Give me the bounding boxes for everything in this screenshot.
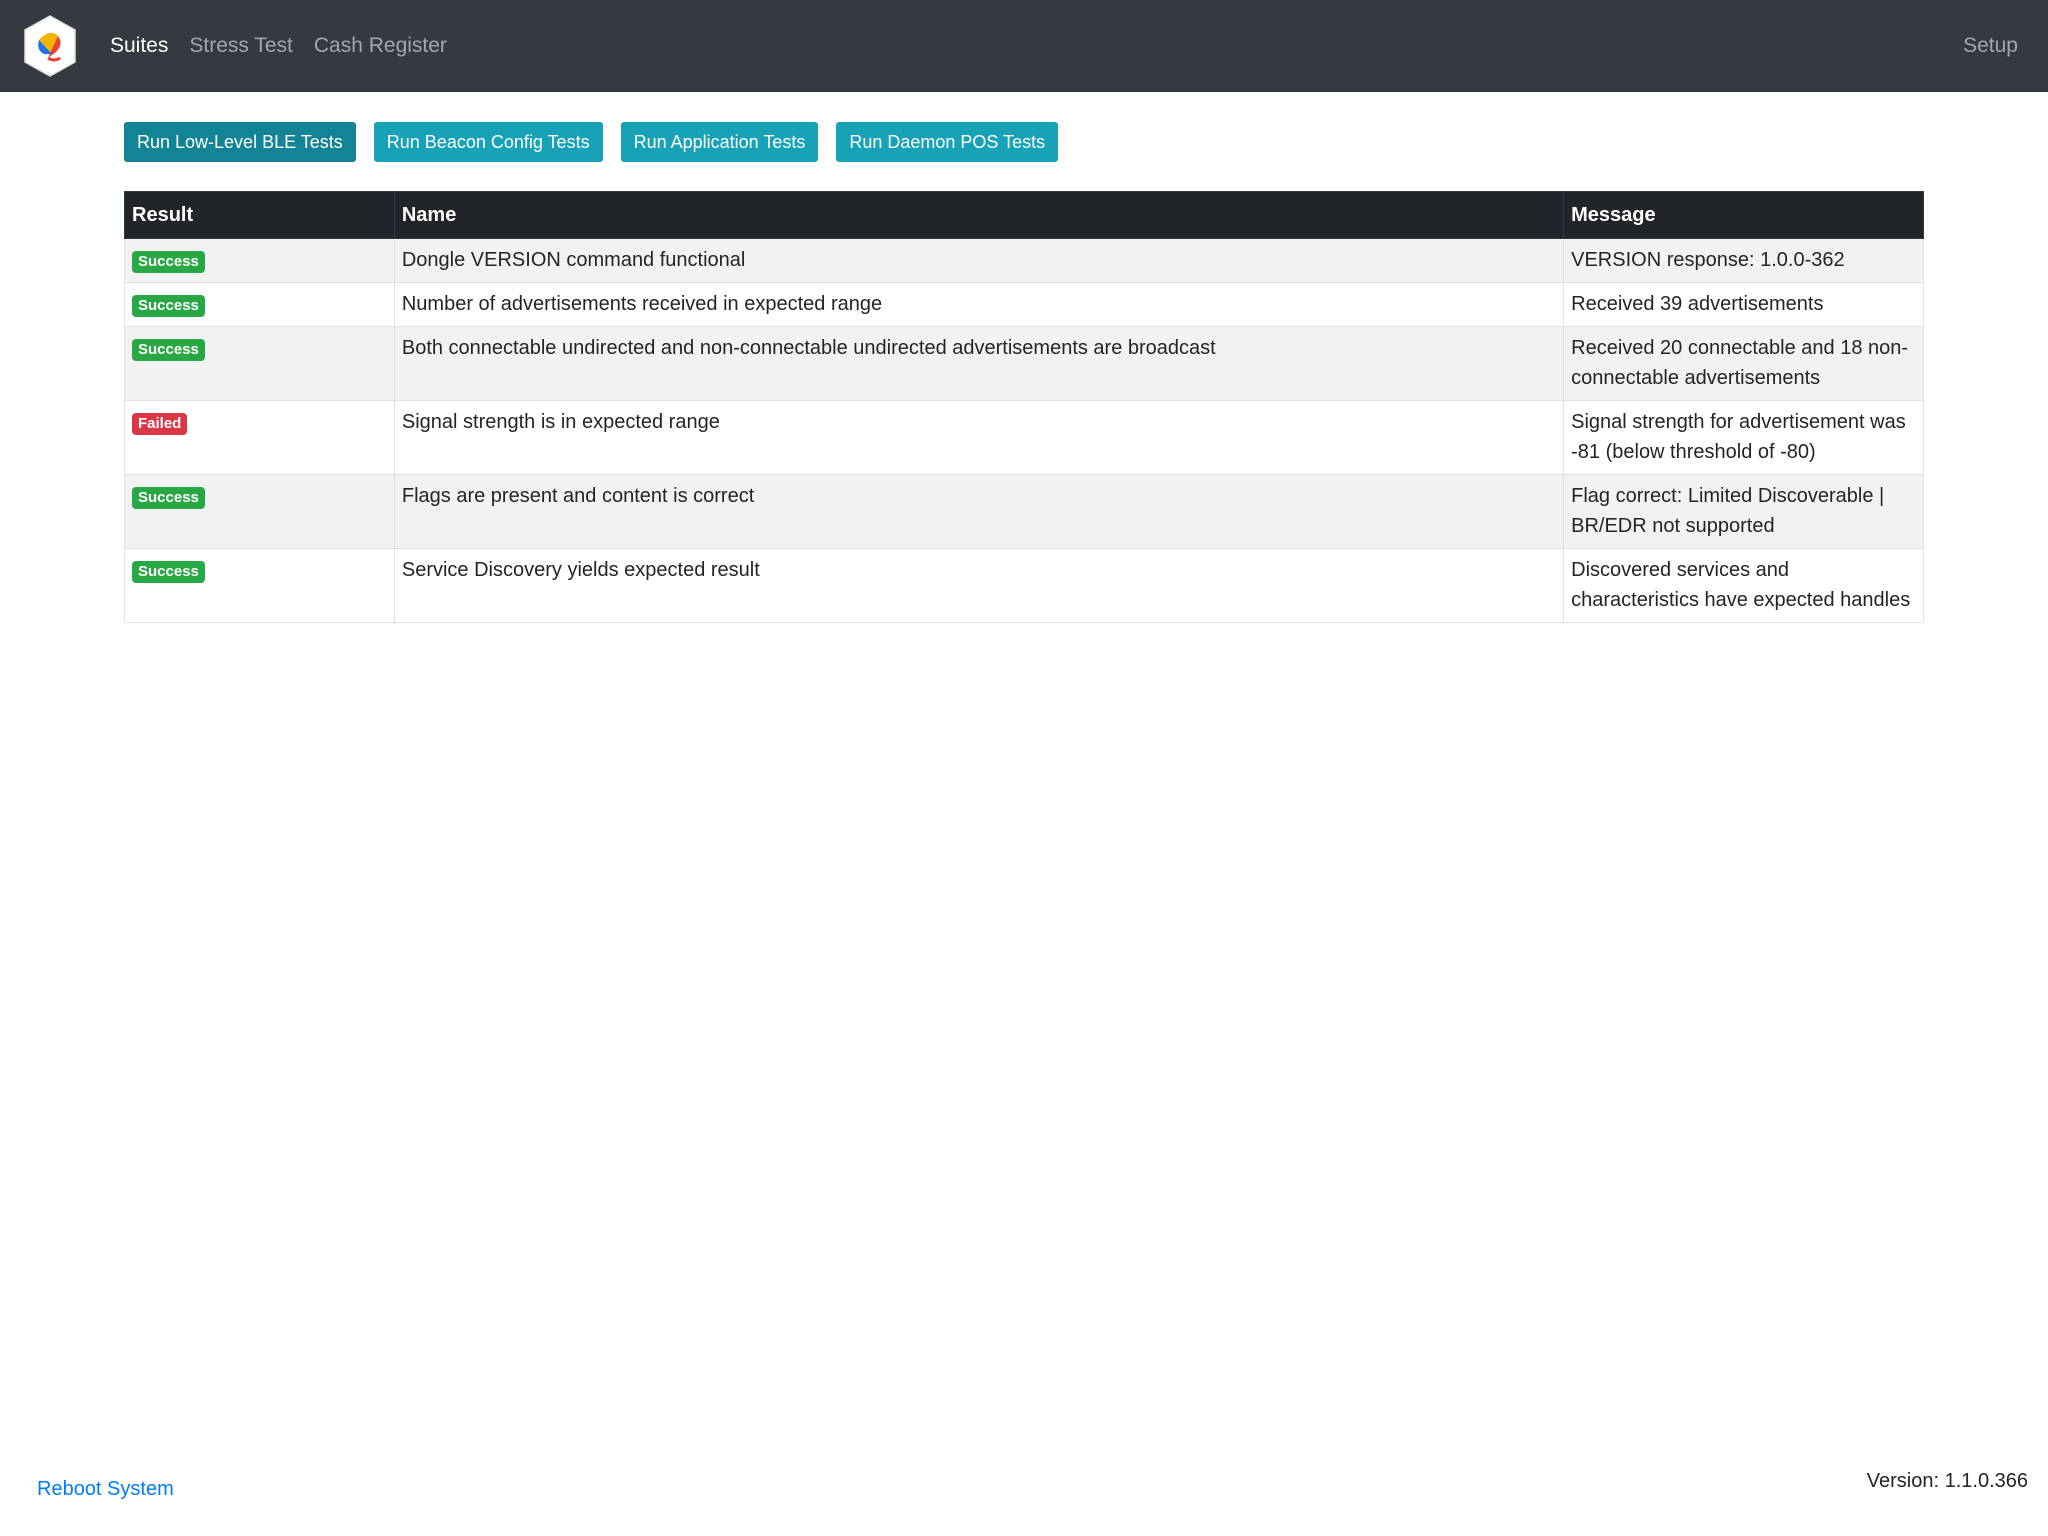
run-low-level-ble-tests-button[interactable]: Run Low-Level BLE Tests: [124, 122, 356, 162]
header-result: Result: [125, 192, 395, 239]
run-beacon-config-tests-button[interactable]: Run Beacon Config Tests: [374, 122, 603, 162]
result-cell: [125, 549, 395, 623]
header-message: Message: [1564, 192, 1924, 239]
table-row: [125, 239, 1924, 283]
message-cell: Received 20 connectable and 18 non-connectable advertisements: [1564, 327, 1924, 401]
table-row: [125, 327, 1924, 401]
table-row: [125, 283, 1924, 327]
result-cell: [125, 283, 395, 327]
status-badge: Success: [132, 339, 205, 361]
name-cell: Both connectable undirected and non-connectable undirected advertisements are broadcast: [394, 327, 1563, 401]
nav-stress-test[interactable]: Stress Test: [189, 34, 293, 57]
status-badge: Failed: [132, 413, 187, 435]
table-header-row: [125, 192, 1924, 239]
status-badge: Success: [132, 251, 205, 273]
table-row: [125, 475, 1924, 549]
result-cell: [125, 475, 395, 549]
suite-buttons: [124, 122, 1076, 162]
name-cell: Flags are present and content is correct: [394, 475, 1563, 549]
result-cell: [125, 327, 395, 401]
message-cell: Flag correct: Limited Discoverable | BR/EDR not supported: [1564, 475, 1924, 549]
status-badge: Success: [132, 487, 205, 509]
nav-cash-register[interactable]: Cash Register: [313, 34, 447, 57]
run-daemon-pos-tests-button[interactable]: Run Daemon POS Tests: [836, 122, 1058, 162]
nav-links: [110, 0, 468, 92]
name-cell: Dongle VERSION command functional: [394, 239, 1563, 283]
reboot-system-link[interactable]: Reboot System: [37, 1478, 174, 1500]
hexagon-logo-icon[interactable]: [22, 14, 78, 78]
header-name: Name: [394, 192, 1563, 239]
run-application-tests-button[interactable]: Run Application Tests: [621, 122, 819, 162]
nav-suites[interactable]: Suites: [110, 34, 169, 57]
name-cell: Signal strength is in expected range: [394, 401, 1563, 475]
result-cell: [125, 239, 395, 283]
nav-setup[interactable]: Setup: [1963, 34, 2018, 57]
message-cell: Received 39 advertisements: [1564, 283, 1924, 327]
navbar: [0, 0, 2048, 92]
message-cell: Discovered services and characteristics have expected handles: [1564, 549, 1924, 623]
message-cell: Signal strength for advertisement was -81 (below threshold of -80): [1564, 401, 1924, 475]
version-text: Version: 1.1.0.366: [1866, 1470, 2028, 1492]
name-cell: Service Discovery yields expected result: [394, 549, 1563, 623]
result-cell: [125, 401, 395, 475]
results-table: [124, 191, 1924, 623]
table-row: [125, 549, 1924, 623]
status-badge: Success: [132, 295, 205, 317]
status-badge: Success: [132, 561, 205, 583]
name-cell: Number of advertisements received in expected range: [394, 283, 1563, 327]
message-cell: VERSION response: 1.0.0-362: [1564, 239, 1924, 283]
table-row: [125, 401, 1924, 475]
